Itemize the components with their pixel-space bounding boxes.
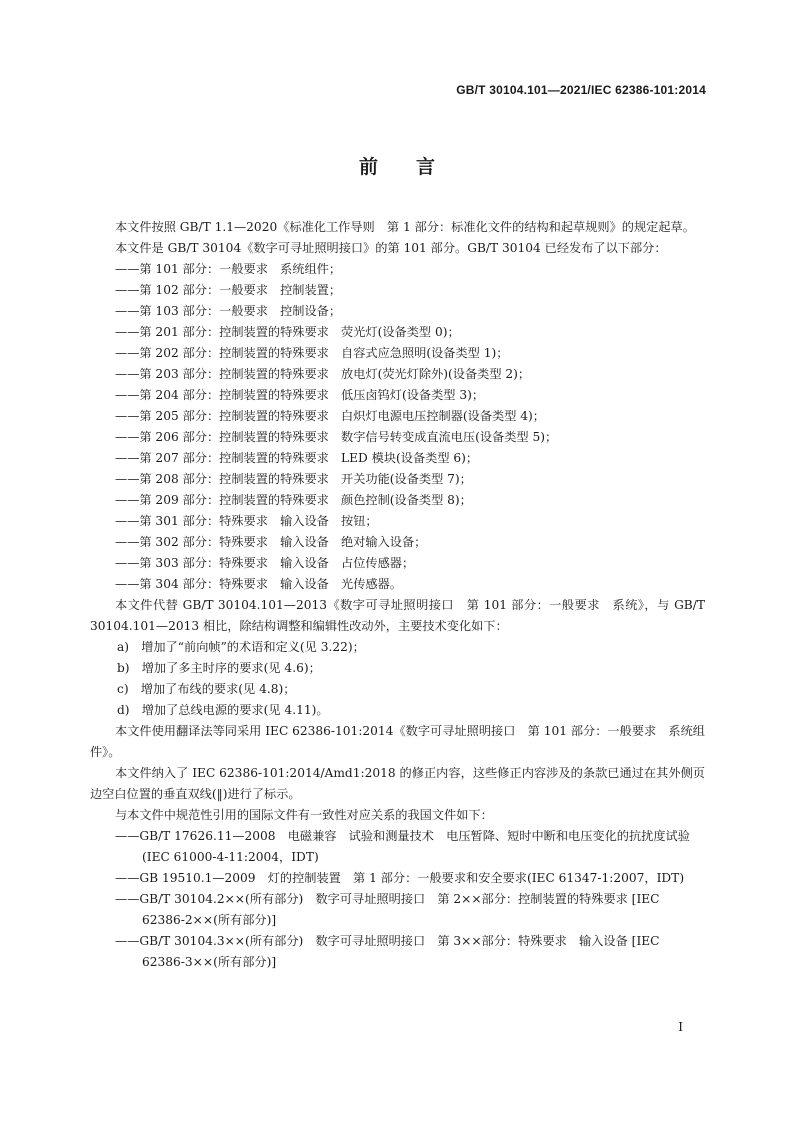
replacement-paragraph: 本文件代替 GB/T 30104.101—2013《数字可寻址照明接口 第 101 部分：一般要求 系统》，与 GB/T 30104.101—2013 相比，除结构调整和编辑性改动外，主要技术变化如下： (90, 598, 705, 633)
list-item: ——GB/T 30104.2××(所有部分) 数字可寻址照明接口 第 2××部分：控制装置的特殊要求 [IEC 62386-2××(所有部分)] (115, 892, 660, 927)
list-item: d) 增加了总线电源的要求(见 4.11)。 (117, 703, 329, 717)
list-item: ——第 303 部分：特殊要求 输入设备 占位传感器； (115, 556, 415, 570)
list-item: ——第 201 部分：控制装置的特殊要求 荧光灯(设备类型 0)； (115, 325, 460, 339)
parts-intro-paragraph: 本文件是 GB/T 30104《数字可寻址照明接口》的第 101 部分。GB/T 30104 已经发布了以下部分： (115, 241, 667, 255)
list-item: ——第 204 部分：控制装置的特殊要求 低压卤钨灯(设备类型 3)； (115, 388, 485, 402)
list-item: ——第 102 部分：一般要求 控制装置； (115, 283, 342, 297)
list-item: ——第 301 部分：特殊要求 输入设备 按钮； (115, 514, 378, 528)
list-item: ——第 103 部分：一般要求 控制设备； (115, 304, 342, 318)
drafting-rules-paragraph: 本文件按照 GB/T 1.1—2020《标准化工作导则 第 1 部分：标准化文件的结构和起草规则》的规定起草。 (115, 220, 695, 234)
list-item: ——GB/T 30104.3××(所有部分) 数字可寻址照明接口 第 3××部分：特殊要求 输入设备 [IEC 62386-3××(所有部分)] (115, 934, 660, 969)
correspondence-intro: 与本文件中规范性引用的国际文件有一致性对应关系的我国文件如下： (115, 808, 493, 822)
document-body (90, 217, 705, 973)
list-item: ——第 205 部分：控制装置的特殊要求 白炽灯电源电压控制器(设备类型 4)； (115, 409, 545, 423)
list-item: ——第 208 部分：控制装置的特殊要求 开关功能(设备类型 7)； (115, 472, 472, 486)
list-item: a) 增加了“前向帧”的术语和定义(见 3.22)； (117, 640, 365, 654)
list-item: ——第 202 部分：控制装置的特殊要求 自容式应急照明(设备类型 1)； (115, 346, 509, 360)
list-item: ——第 203 部分：控制装置的特殊要求 放电灯(荧光灯除外)(设备类型 2)； (115, 367, 531, 381)
list-item: b) 增加了多主时序的要求(见 4.6)； (117, 661, 321, 675)
list-item: ——GB/T 17626.11—2008 电磁兼容 试验和测量技术 电压暂降、短时中断和电压变化的抗扰度试验(IEC 61000-4-11:2004，IDT) (115, 829, 690, 864)
page-number: I (678, 1020, 683, 1034)
list-item: ——第 304 部分：特殊要求 输入设备 光传感器。 (115, 577, 402, 591)
list-item: c) 增加了布线的要求(见 4.8)； (117, 682, 296, 696)
list-item: ——GB 19510.1—2009 灯的控制装置 第 1 部分：一般要求和安全要求(IEC 61347-1:2007，IDT) (115, 871, 685, 885)
page-title: 前言 (358, 156, 473, 178)
standard-code-header: GB/T 30104.101—2021/IEC 62386-101:2014 (456, 83, 706, 97)
list-item: ——第 302 部分：特殊要求 输入设备 绝对输入设备； (115, 535, 427, 549)
amendment-paragraph: 本文件纳入了 IEC 62386-101:2014/Amd1:2018 的修正内容，这些修正内容涉及的条款已通过在其外侧页边空白位置的垂直双线(‖)进行了标示。 (90, 766, 705, 801)
list-item: ——第 207 部分：控制装置的特殊要求 LED 模块(设备类型 6)； (115, 451, 479, 465)
list-item: ——第 206 部分：控制装置的特殊要求 数字信号转变成直流电压(设备类型 5)； (115, 430, 558, 444)
translation-paragraph: 本文件使用翻译法等同采用 IEC 62386-101:2014《数字可寻址照明接口 第 101 部分：一般要求 系统组件》。 (90, 724, 705, 759)
list-item: ——第 209 部分：控制装置的特殊要求 颜色控制(设备类型 8)； (115, 493, 472, 507)
list-item: ——第 101 部分：一般要求 系统组件； (115, 262, 342, 276)
